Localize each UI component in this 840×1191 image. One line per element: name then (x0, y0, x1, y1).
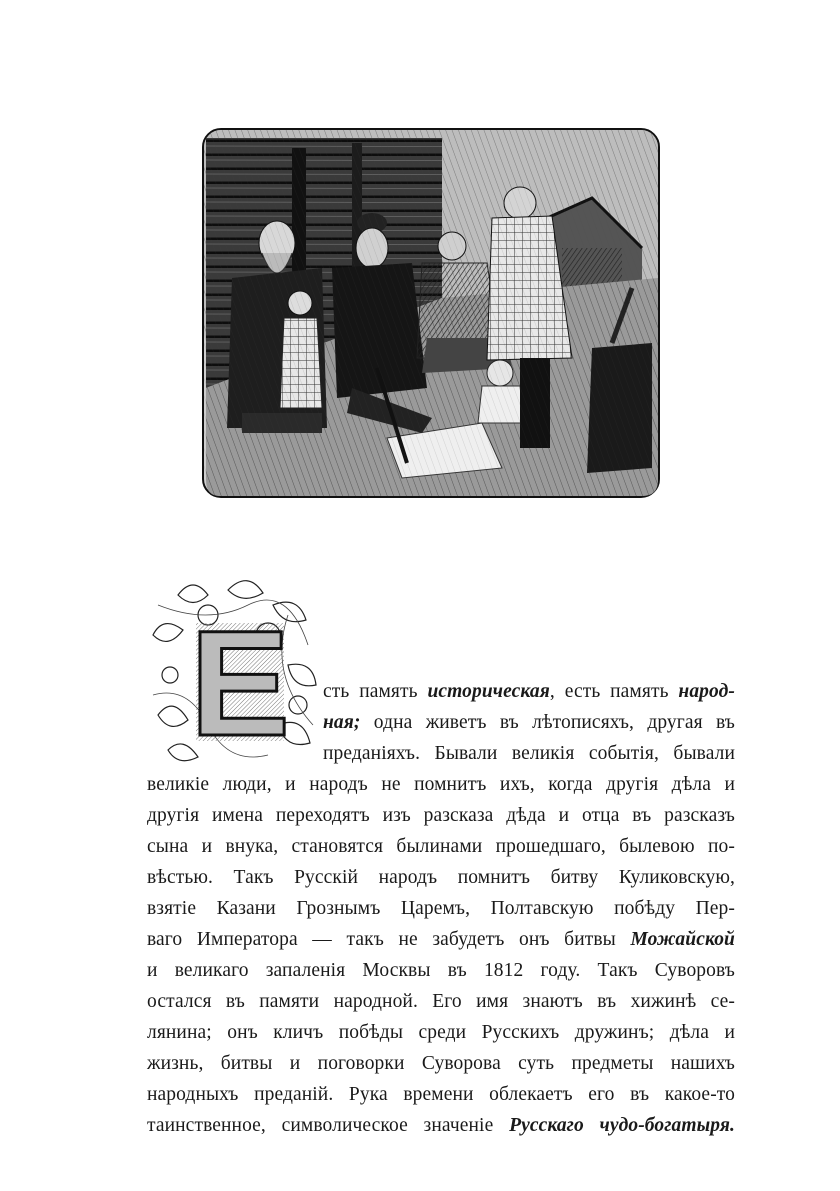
text-line-15: таинственное, символическое значеніе Русскаго чудо-богатыря. (147, 1115, 735, 1136)
text-line-3: преданіяхъ. Бывали великія событія, бывали (323, 743, 735, 764)
drop-cap-letter: Е (189, 599, 291, 767)
text-line-14: народныхъ преданій. Рука времени облекаетъ его въ какое-то (147, 1084, 735, 1105)
text-line-6: сына и внука, становятся былинами прошедшаго, былевою по- (147, 836, 735, 857)
text-line-9: ваго Императора — такъ не забудетъ онъ битвы Можайской (147, 929, 735, 950)
text-line-10: и великаго запаленія Москвы въ 1812 году. Такъ Суворовъ (147, 960, 735, 981)
text-line-1: сть память историческая, есть память народ- (323, 681, 735, 702)
text-line-7: вѣстью. Такъ Русскій народъ помнитъ битву Куликовскую, (147, 867, 735, 888)
text-line-4: великіе люди, и народъ не помнитъ ихъ, когда другія дѣла и (147, 774, 735, 795)
text-line-11: остался въ памяти народной. Его имя знаютъ въ хижинѣ се- (147, 991, 735, 1012)
ornamental-drop-cap (148, 575, 320, 767)
text-line-12: лянина; онъ кличъ побѣды среди Русскихъ дружинъ; дѣла и (147, 1022, 735, 1043)
text-line-2: ная; одна живетъ въ лѣтописяхъ, другая въ (323, 712, 735, 733)
text-line-8: взятіе Казани Грознымъ Царемъ, Полтавскую побѣду Пер- (147, 898, 735, 919)
engraving-illustration (202, 128, 660, 498)
text-line-5: другія имена переходятъ изъ разсказа дѣда и отца въ разсказъ (147, 805, 735, 826)
text-line-13: жизнь, битвы и поговорки Суворова суть предметы нашихъ (147, 1053, 735, 1074)
